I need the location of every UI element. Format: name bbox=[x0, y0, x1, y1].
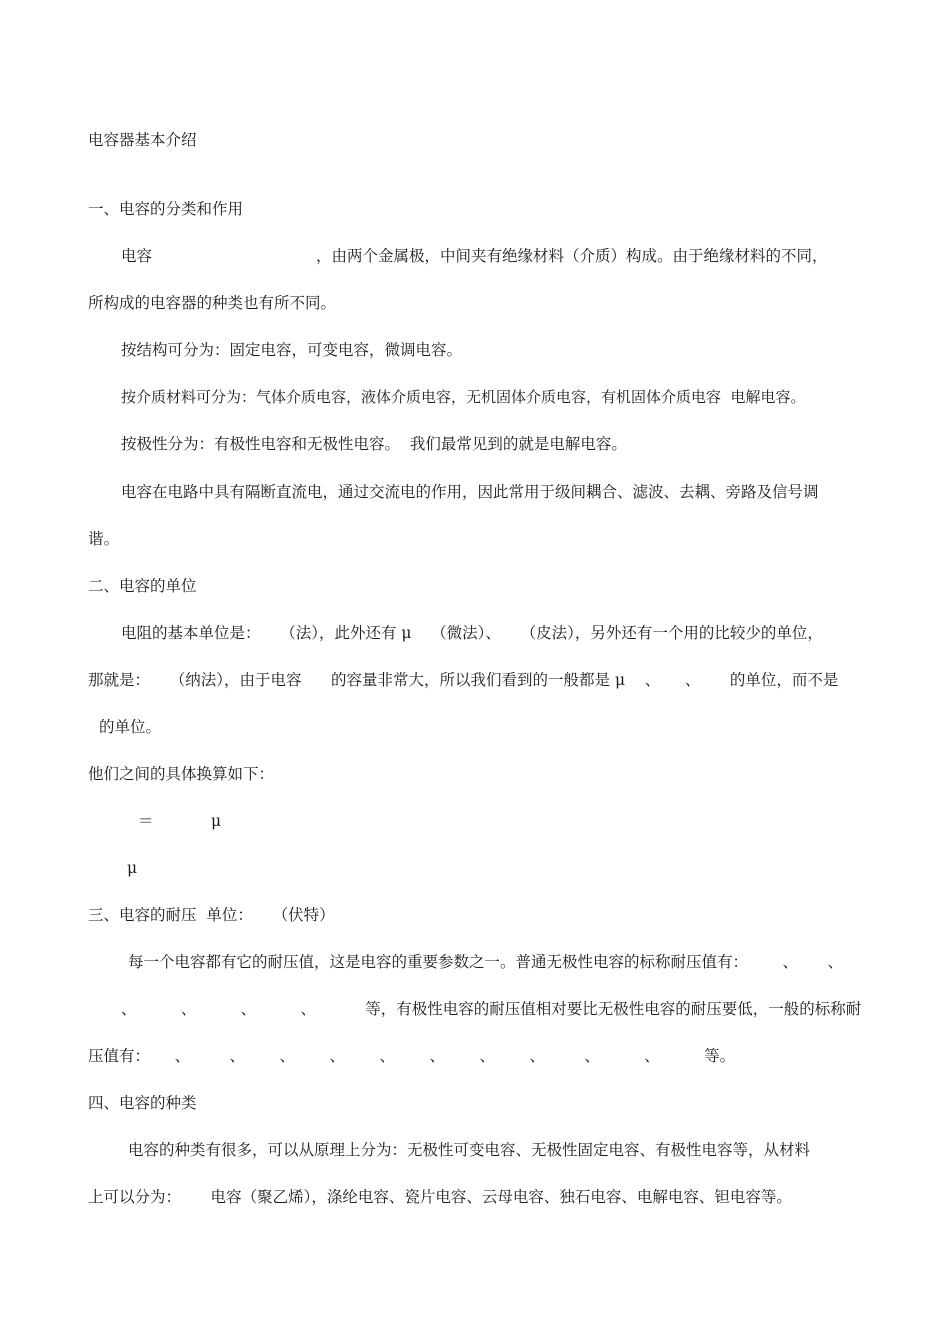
capacitor-function-line-2: 谐。 bbox=[88, 530, 120, 548]
conversion-mu-symbol: μ bbox=[211, 812, 222, 830]
section-1-intro-rest: ，由两个金属极，中间夹有绝缘材料（介质）构成。由于绝缘材料的不同， bbox=[316, 247, 828, 265]
section-2-heading: 二、电容的单位 bbox=[88, 577, 197, 595]
section-1-intro-lead: 电容 bbox=[121, 247, 153, 265]
types-paragraph-line-2: 上可以分为： 电容（聚乙烯），涤纶电容、瓷片电容、云母电容、独石电容、电解电容、钽电容等。 bbox=[88, 1188, 792, 1206]
units-paragraph-line-1: 电阻的基本单位是： （法），此外还有 μ （微法）、 （皮法），另外还有一个用的比较少的单位， bbox=[121, 624, 823, 642]
section-1-intro-cont: 所构成的电容器的种类也有所不同。 bbox=[88, 294, 337, 312]
voltage-paragraph-line-1: 每一个电容都有它的耐压值，这是电容的重要参数之一。普通无极性电容的标称耐压值有： 、 、 bbox=[128, 953, 844, 971]
units-paragraph-line-3: 的单位。 bbox=[99, 718, 162, 736]
document-title: 电容器基本介绍 bbox=[88, 131, 197, 149]
conversion-intro: 他们之间的具体换算如下： bbox=[88, 765, 275, 783]
conversion-equals-sign: ＝ bbox=[138, 812, 154, 830]
conversion-mu-symbol: μ bbox=[127, 859, 138, 877]
section-4-heading: 四、电容的种类 bbox=[88, 1094, 197, 1112]
section-1-heading: 一、电容的分类和作用 bbox=[88, 200, 244, 218]
classification-by-structure: 按结构可分为：固定电容，可变电容，微调电容。 bbox=[121, 341, 463, 359]
capacitor-function-line-1: 电容在电路中具有隔断直流电，通过交流电的作用，因此常用于级间耦合、滤波、去耦、旁路及信号调 bbox=[121, 483, 819, 501]
types-paragraph-line-1: 电容的种类有很多，可以从原理上分为：无极性可变电容、无极性固定电容、有极性电容等，从材料 bbox=[128, 1141, 811, 1159]
section-3-heading: 三、电容的耐压 单位： （伏特） bbox=[88, 906, 335, 924]
classification-by-polarity: 按极性分为：有极性电容和无极性电容。 我们最常见到的就是电解电容。 bbox=[121, 435, 627, 453]
voltage-paragraph-line-3: 压值有： 、 、 、 、 、 、 、 、 、 、 等。 bbox=[88, 1047, 736, 1065]
voltage-paragraph-line-2: 、 、 、 、 等，有极性电容的耐压值相对要比无极性电容的耐压要低，一般的标称耐 bbox=[121, 1000, 862, 1018]
units-paragraph-line-2: 那就是： （纳法），由于电容 的容量非常大，所以我们看到的一般都是 μ 、 、 的单位，而不是 bbox=[88, 671, 839, 689]
classification-by-dielectric: 按介质材料可分为：气体介质电容，液体介质电容，无机固体介质电容，有机固体介质电容 电解电容。 bbox=[121, 388, 806, 406]
